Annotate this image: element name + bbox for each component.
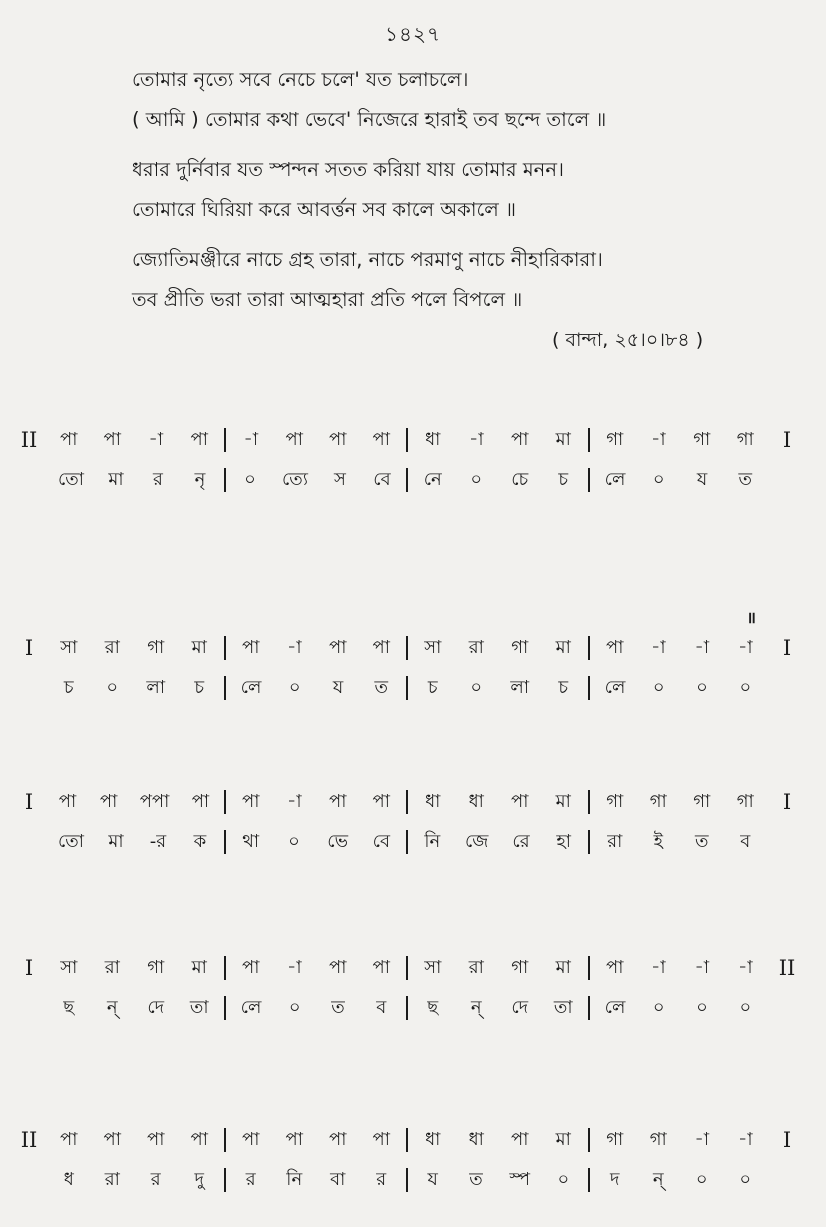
syllable: মা (108, 830, 124, 852)
syllable: হা (556, 830, 571, 852)
syllable: নি (424, 830, 441, 852)
note: -া (286, 956, 302, 978)
syllable: চ (558, 676, 569, 698)
measure (590, 468, 770, 492)
note: পা (606, 636, 624, 658)
syllable: ০ (739, 676, 752, 698)
notes-row (14, 420, 804, 460)
note: পা (329, 956, 347, 978)
note: গা (606, 428, 624, 450)
syllable: য (427, 1168, 438, 1190)
note: -া (737, 636, 753, 658)
note: সা (60, 956, 78, 978)
notes-row (14, 948, 804, 988)
note: গা (606, 790, 624, 812)
note: গা (511, 636, 529, 658)
measure (44, 1128, 226, 1152)
syllable: ০ (288, 830, 300, 852)
note: -া (737, 956, 753, 978)
barline-right: I (782, 1128, 792, 1152)
note: পা (190, 428, 208, 450)
measure (44, 468, 226, 492)
note: -া (694, 956, 710, 978)
barline-right: I (782, 428, 792, 452)
syllable: ছ (63, 996, 75, 1018)
syllable: নৃ (194, 468, 206, 490)
note: পা (511, 1128, 529, 1150)
note: পা (606, 956, 624, 978)
note: পা (147, 1128, 165, 1150)
measures (44, 1168, 770, 1192)
syllable: ০ (470, 676, 483, 698)
lyrics (132, 60, 752, 330)
measure (408, 1128, 590, 1152)
barline-left: II (20, 1128, 38, 1152)
syllable: দ (610, 1168, 620, 1190)
lyric-line: তব প্রীতি ভরা তারা আত্মহারা প্রতি পলে বিপলে ॥ (132, 288, 523, 311)
measure (44, 996, 226, 1020)
note: গা (606, 1128, 624, 1150)
note: রা (104, 956, 120, 978)
note: মা (555, 636, 571, 658)
note: পা (242, 636, 260, 658)
note: -া (650, 636, 666, 658)
measure (44, 956, 226, 980)
barline-left: I (24, 636, 34, 660)
syllable: ত (331, 996, 345, 1018)
measure (226, 996, 408, 1020)
syllable: লে (604, 676, 626, 698)
note: -া (694, 636, 710, 658)
note: -া (286, 790, 302, 812)
note: ধা (425, 1128, 441, 1150)
syllable: বে (372, 830, 390, 852)
measure (590, 636, 770, 660)
note: পা (372, 956, 390, 978)
note: পা (190, 1128, 208, 1150)
syllable: লে (240, 996, 262, 1018)
measures (44, 636, 770, 660)
syllable: রে (512, 830, 530, 852)
measures (44, 1128, 770, 1152)
measure (44, 790, 226, 814)
note: পা (103, 428, 121, 450)
syllable: ন্ (106, 996, 118, 1018)
syllable: তা (189, 996, 209, 1018)
note: পা (242, 790, 260, 812)
measure (226, 830, 408, 854)
syllable: ই (653, 830, 663, 852)
measure (408, 830, 590, 854)
notation-block (14, 782, 804, 862)
syllable: ০ (652, 676, 665, 698)
note: গা (649, 1128, 667, 1150)
note: পা (329, 428, 347, 450)
repeat-mark: ॥ (746, 608, 756, 627)
syllable: ধ (63, 1168, 74, 1190)
note: মা (555, 428, 571, 450)
note: পা (511, 428, 529, 450)
note: গা (511, 956, 529, 978)
note: -া (650, 956, 666, 978)
note: -া (243, 428, 259, 450)
lyric-line: তোমার নৃত্যে সবে নেচে চলে' যত চলাচলে। (132, 68, 469, 91)
measure (408, 790, 590, 814)
syllable: নি (286, 1168, 303, 1190)
measure (226, 468, 408, 492)
note: পা (285, 1128, 303, 1150)
note: মা (555, 1128, 571, 1150)
lyric-line: জ্যোতিমঞ্জীরে নাচে গ্রহ তারা, নাচে পরমাণু নাচে নীহারিকারা। (132, 248, 603, 271)
page-number: ১৪২৭ (385, 22, 441, 46)
syllable: লে (240, 676, 262, 698)
note: পা (242, 956, 260, 978)
barline-right: I (782, 790, 792, 814)
syllable: চে (511, 468, 529, 490)
syllable: স্প (509, 1168, 530, 1190)
measures (44, 996, 770, 1020)
measure (226, 428, 408, 452)
measures (44, 830, 770, 854)
lyrics-stanza (132, 150, 752, 230)
lyric-line: তোমারে ঘিরিয়া করে আবর্ত্তন সব কালে অকালে ॥ (132, 198, 517, 221)
barline-left: II (20, 428, 38, 452)
note: রা (468, 956, 484, 978)
measure (44, 676, 226, 700)
note: পা (511, 790, 529, 812)
measures (44, 956, 770, 980)
note: গা (147, 636, 165, 658)
measure (590, 1168, 770, 1192)
syllable: লা (146, 676, 166, 698)
syllable: য (696, 468, 708, 490)
note: ধা (468, 1128, 484, 1150)
citation: ( বান্দা, ২৫।০।৮৪ ) (552, 329, 704, 351)
measure (408, 956, 590, 980)
syllable-row (14, 460, 804, 500)
syllable: চ (63, 676, 74, 698)
note: পা (372, 1128, 390, 1150)
syllable: চ (194, 676, 205, 698)
lyric-line: ধরার দুর্নিবার যত স্পন্দন সতত করিয়া যায় তোমার মনন। (132, 158, 564, 181)
syllable: ত্যে (281, 468, 308, 490)
syllable: চ (427, 676, 438, 698)
barline-right: II (778, 956, 796, 980)
note: পা (191, 790, 210, 812)
note: পা (99, 790, 118, 812)
syllable: ব (376, 996, 387, 1018)
measure (408, 676, 590, 700)
measure (44, 1168, 226, 1192)
syllable: ০ (288, 996, 301, 1018)
note: গা (693, 790, 711, 812)
syllable: লা (510, 676, 530, 698)
syllable: রা (104, 1168, 120, 1190)
syllable-row (14, 668, 804, 708)
lyrics-stanza (132, 60, 752, 140)
lyrics-stanza (132, 240, 752, 320)
syllable: ০ (695, 1168, 708, 1190)
note: -া (468, 428, 484, 450)
measure (408, 428, 590, 452)
note: ধা (425, 428, 441, 450)
notation-block (14, 1120, 804, 1200)
note: মা (555, 956, 571, 978)
syllable: রা (607, 830, 623, 852)
note: -া (286, 636, 302, 658)
syllable: ভে (327, 830, 348, 852)
note: গা (147, 956, 165, 978)
syllable: ত (469, 1168, 483, 1190)
measure (226, 636, 408, 660)
note: রা (104, 636, 120, 658)
syllable: লে (604, 468, 626, 490)
syllable: মা (108, 468, 124, 490)
measure (226, 1128, 408, 1152)
syllable: ০ (106, 676, 119, 698)
measure (590, 790, 770, 814)
note: পা (329, 1128, 347, 1150)
measure (590, 996, 770, 1020)
measure (590, 1128, 770, 1152)
syllable: ক (193, 830, 207, 852)
note: -া (148, 428, 164, 450)
note: পা (372, 790, 390, 812)
syllable: দে (511, 996, 529, 1018)
measure (226, 1168, 408, 1192)
note: সা (424, 636, 442, 658)
syllable: ত (738, 468, 753, 490)
note: পা (58, 790, 77, 812)
notes-row (14, 608, 804, 668)
note: মা (555, 790, 571, 812)
syllable: ০ (696, 996, 708, 1018)
syllable: তা (553, 996, 573, 1018)
syllable-row (14, 988, 804, 1028)
syllable: বা (330, 1168, 346, 1190)
note: -া (694, 1128, 710, 1150)
syllable: র (376, 1168, 387, 1190)
notation-block (14, 948, 804, 1028)
note: পা (372, 636, 390, 658)
syllable: থা (242, 830, 260, 852)
measure (408, 996, 590, 1020)
syllable: স (334, 468, 346, 490)
note: ধা (468, 790, 484, 812)
note: পা (329, 636, 347, 658)
measure (226, 790, 408, 814)
measure (226, 956, 408, 980)
note: রা (468, 636, 484, 658)
syllable: ০ (652, 468, 665, 490)
syllable: ০ (288, 676, 301, 698)
syllable-row (14, 822, 804, 862)
note: গা (693, 428, 711, 450)
note: গা (736, 428, 754, 450)
measure (44, 636, 226, 660)
measure (590, 676, 770, 700)
measure (590, 830, 770, 854)
measures (44, 428, 770, 452)
measure (44, 830, 226, 854)
syllable: তো (57, 468, 85, 490)
syllable: জে (464, 830, 489, 852)
note: সা (424, 956, 442, 978)
note: পা (329, 790, 347, 812)
syllable: ০ (470, 468, 483, 490)
syllable: র (245, 1168, 256, 1190)
notation-block (14, 420, 804, 500)
syllable: চ (558, 468, 569, 490)
lyric-line: ( আমি ) তোমার কথা ভেবে' নিজেরে হারাই তব ছন্দে তালে ॥ (132, 108, 607, 131)
syllable: র (153, 468, 163, 490)
note: -া (650, 428, 666, 450)
note: -া (737, 1128, 753, 1150)
syllable: ত (694, 830, 709, 852)
syllable-row (14, 1160, 804, 1200)
note: মা (191, 956, 207, 978)
note: পা (285, 428, 303, 450)
notes-row (14, 782, 804, 822)
syllable: ০ (557, 1168, 570, 1190)
syllable: য (332, 676, 344, 698)
syllable: র (150, 1168, 161, 1190)
note: পা (103, 1128, 121, 1150)
measure (44, 428, 226, 452)
syllable: ন্ (652, 1168, 664, 1190)
syllable: ০ (696, 676, 708, 698)
syllable: তো (57, 830, 85, 852)
measure (590, 956, 770, 980)
syllable: ন্ (470, 996, 482, 1018)
measure (408, 636, 590, 660)
note: মা (191, 636, 207, 658)
syllable: দে (147, 996, 165, 1018)
note: পা (60, 1128, 78, 1150)
note: পা (242, 1128, 260, 1150)
notes-row (14, 1120, 804, 1160)
syllable: ০ (739, 996, 752, 1018)
measure (226, 676, 408, 700)
measure (408, 1168, 590, 1192)
syllable: ০ (652, 996, 665, 1018)
barline-right: I (782, 636, 792, 660)
barline-left: I (24, 956, 34, 980)
syllable: ছ (427, 996, 439, 1018)
note: গা (649, 790, 667, 812)
syllable: ত (374, 676, 389, 698)
barline-left: I (24, 790, 34, 814)
note: পপা (139, 790, 170, 812)
note: গা (736, 790, 754, 812)
measures (44, 676, 770, 700)
measures (44, 790, 770, 814)
notation-block (14, 608, 804, 708)
syllable: লে (604, 996, 626, 1018)
measures (44, 468, 770, 492)
note: সা (60, 636, 78, 658)
syllable: বে (373, 468, 391, 490)
note: পা (60, 428, 78, 450)
syllable: দু (194, 1168, 204, 1190)
note: পা (372, 428, 390, 450)
note: ধা (425, 790, 441, 812)
syllable: ব (740, 830, 751, 852)
syllable: ০ (244, 468, 256, 490)
syllable: ০ (739, 1168, 752, 1190)
measure (408, 468, 590, 492)
syllable: -র (149, 830, 167, 852)
measure (590, 428, 770, 452)
syllable: নে (423, 468, 442, 490)
